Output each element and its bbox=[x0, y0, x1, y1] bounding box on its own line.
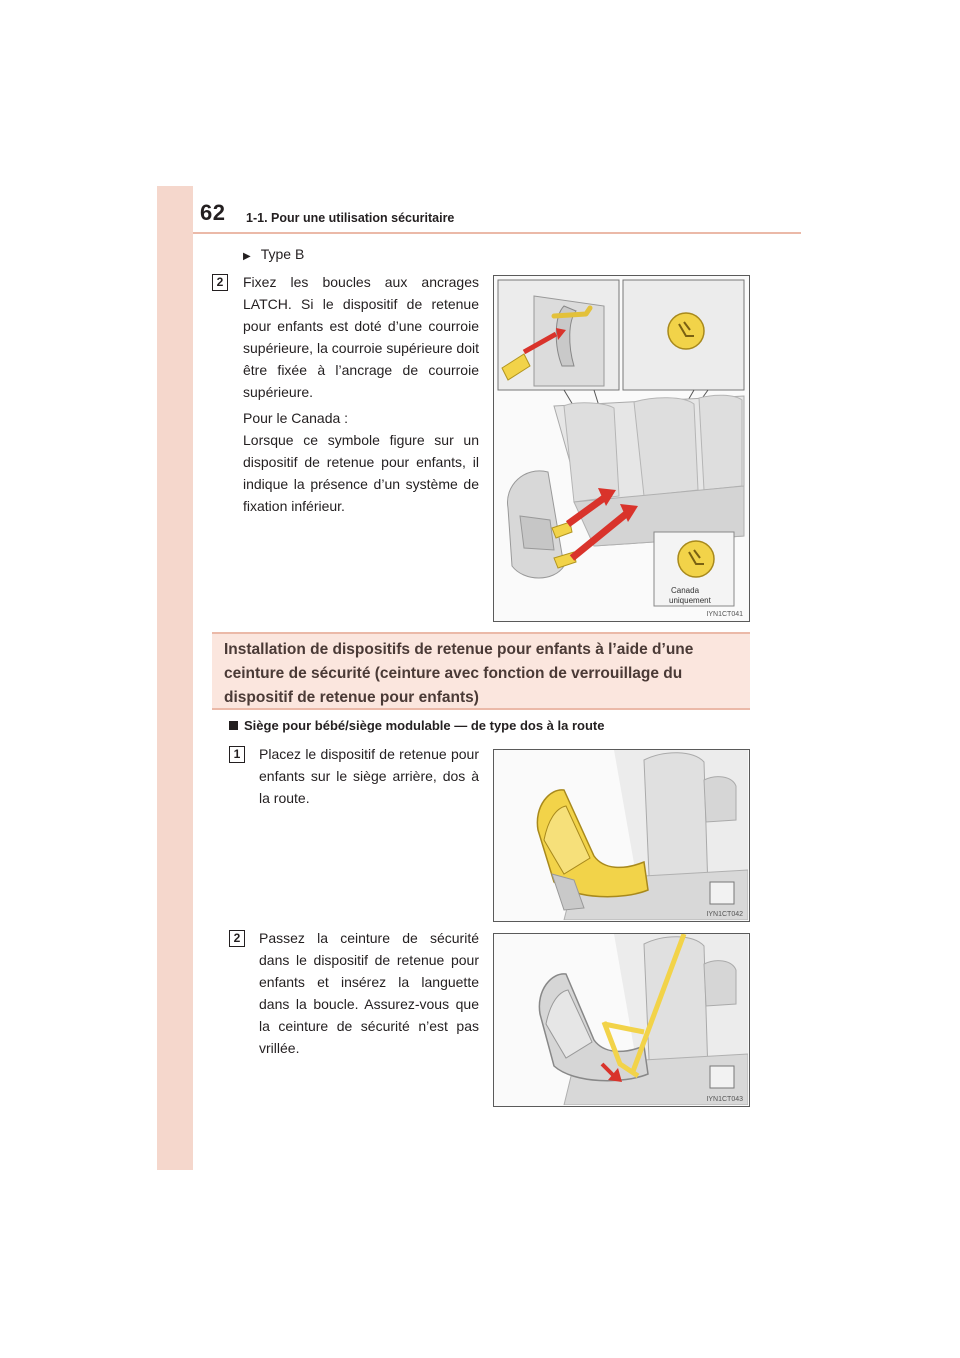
step1-text: Placez le dispositif de retenue pour enfants sur le siège arrière, dos à la route. bbox=[259, 746, 479, 806]
figure-code: IYN1CT042 bbox=[706, 911, 743, 918]
latch-anchor-figure bbox=[493, 275, 750, 622]
chapter-title: 1-1. Pour une utilisation sécuritaire bbox=[246, 211, 455, 225]
step-number-badge: 2 bbox=[229, 930, 245, 947]
side-band bbox=[157, 186, 193, 1170]
subsection-heading bbox=[229, 718, 604, 733]
section-top-rule bbox=[212, 632, 750, 634]
header-rule bbox=[193, 232, 801, 234]
step-number-badge: 1 bbox=[229, 746, 245, 763]
section-header bbox=[212, 632, 750, 710]
canada-callout-line2: uniquement bbox=[669, 596, 711, 605]
step2-paragraph bbox=[259, 927, 479, 1059]
canada-text: Lorsque ce symbole figure sur un dispositif de retenue pour enfants, il indique la présence d’un système de fixation inférieur. bbox=[243, 432, 479, 514]
subsection-heading-text: Siège pour bébé/siège modulable — de type dos à la route bbox=[244, 718, 605, 733]
square-bullet-icon bbox=[229, 721, 238, 730]
section-title: Installation de dispositifs de retenue pour enfants à l’aide d’une ceinture de sécurité (ceinture avec fonction de verrouillage du dispositif de retenue pour enfants) bbox=[224, 641, 694, 706]
step2-text: Passez la ceinture de sécurité dans le dispositif de retenue pour enfants et insérez la languette dans la boucle. Assurez-vous que la ceinture de sécurité n’est pas vrillée. bbox=[259, 930, 479, 1056]
latch-anchor-illustration bbox=[494, 276, 748, 620]
step1-paragraph bbox=[259, 743, 479, 809]
child-seat-placement-illustration bbox=[494, 750, 748, 920]
type-b-step2-text: Fixez les boucles aux ancrages LATCH. Si le dispositif de retenue pour enfants est doté d’une courroie supérieure, la courroie supérieure doit être fixée à l’ancrage de courroie supérieure. bbox=[243, 274, 479, 400]
type-b-step2-paragraph bbox=[243, 271, 479, 517]
canada-callout-line1: Canada bbox=[671, 586, 700, 595]
step-number-badge: 2 bbox=[212, 274, 228, 291]
seat-belt-routing-figure bbox=[493, 933, 750, 1107]
figure-code: IYN1CT043 bbox=[706, 1096, 743, 1103]
type-b-text: Type B bbox=[260, 246, 305, 262]
type-b-label bbox=[243, 246, 304, 262]
triangle-bullet-icon: ▶ bbox=[243, 251, 251, 262]
child-seat-placement-figure bbox=[493, 749, 750, 922]
seat-belt-routing-illustration bbox=[494, 934, 748, 1105]
page-number: 62 bbox=[200, 200, 226, 225]
canada-heading: Pour le Canada : bbox=[243, 410, 349, 426]
figure-code: IYN1CT041 bbox=[706, 611, 743, 618]
